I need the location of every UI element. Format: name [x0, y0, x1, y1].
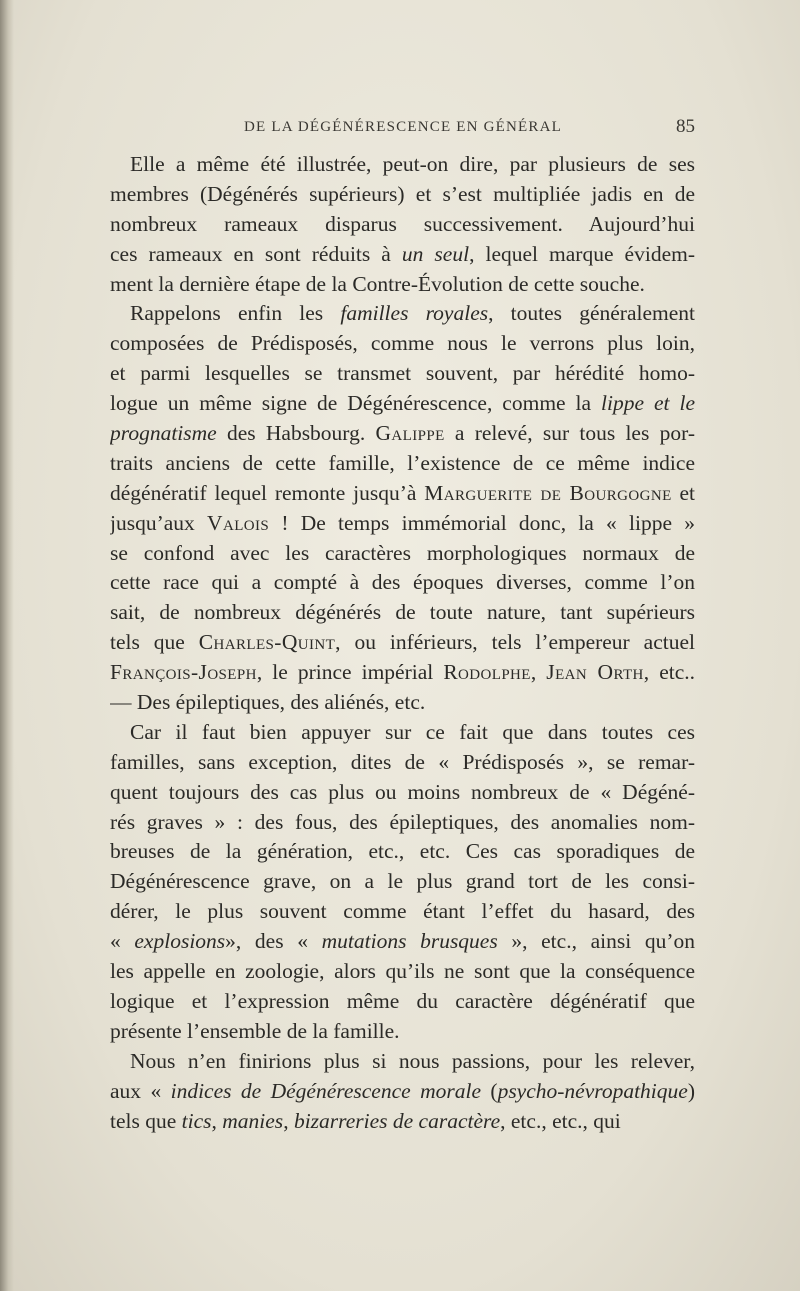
- text-line: [110, 927, 695, 957]
- text-span: tels que: [110, 630, 199, 655]
- text-span: ment la dernière étape de la Contre-Évolution de cette souche.: [110, 271, 645, 296]
- text-line: [110, 389, 695, 419]
- text-span: ! De temps immémorial donc, la « lippe »: [269, 510, 695, 535]
- text-span: présente l’ensemble de la famille.: [110, 1018, 400, 1043]
- italic-text: mutations brusques: [321, 929, 498, 954]
- text-span: ces rameaux en sont réduits à: [110, 241, 402, 266]
- text-span: ,: [211, 1108, 223, 1133]
- text-line: [110, 299, 695, 329]
- text-span: sait, de nombreux dégénérés de toute nature, tant supérieurs: [110, 600, 695, 625]
- text-line: [110, 987, 695, 1017]
- text-span: , le prince impérial: [256, 660, 444, 685]
- text-span: aux «: [110, 1078, 171, 1103]
- page-binding-edge: [0, 0, 14, 1291]
- italic-text: familles royales: [340, 301, 489, 326]
- text-span: breuses de la génération, etc., etc. Ces cas sporadiques de: [110, 839, 695, 864]
- italic-text: psycho-névropathique: [497, 1078, 688, 1103]
- text-span: logique et l’expression même du caractère dégénératif que: [110, 988, 695, 1013]
- text-span: dérer, le plus souvent comme étant l’effet du hasard, des: [110, 899, 695, 924]
- small-caps-name: Galippe: [375, 421, 445, 446]
- text-span: et parmi lesquelles se transmet souvent, par hérédité homo-: [110, 361, 695, 386]
- text-line: [110, 270, 695, 300]
- small-caps-name: François-Joseph: [110, 660, 257, 685]
- text-line: [110, 688, 695, 718]
- text-span: , etc., etc., qui: [500, 1108, 621, 1133]
- text-line: [110, 150, 695, 180]
- body-text: [110, 150, 695, 1136]
- text-line: [110, 1107, 695, 1137]
- text-span: Car il faut bien appuyer sur ce fait que dans toutes ces: [130, 719, 695, 744]
- text-span: a relevé, sur tous les por-: [444, 421, 695, 446]
- italic-text: un seul: [401, 241, 470, 266]
- text-line: [110, 957, 695, 987]
- text-line: [110, 1017, 695, 1047]
- text-span: , toutes généralement: [488, 301, 695, 326]
- text-span: Elle a même été illustrée, peut-on dire, par plusieurs de ses: [130, 152, 695, 176]
- text-line: [110, 718, 695, 748]
- text-line: [110, 628, 695, 658]
- text-span: «: [110, 929, 135, 954]
- italic-text: tics: [181, 1108, 212, 1133]
- text-span: Rappelons enfin les: [130, 301, 341, 326]
- running-head: [110, 116, 695, 140]
- text-line: [110, 867, 695, 897]
- text-span: tels que: [110, 1108, 182, 1133]
- text-span: membres (Dégénérés supérieurs) et s’est multipliée jadis en de: [110, 181, 695, 206]
- small-caps-name: Marguerite de Bourgogne: [424, 480, 672, 505]
- text-line: [110, 419, 695, 449]
- text-span: », etc., ainsi qu’on: [497, 929, 695, 954]
- text-span: cette race qui a compté à des époques diverses, comme l’on: [110, 570, 695, 595]
- text-line: [110, 1077, 695, 1107]
- text-line: [110, 449, 695, 479]
- text-span: (: [480, 1078, 498, 1103]
- text-line: [110, 240, 695, 270]
- text-span: ): [687, 1078, 695, 1103]
- text-line: [110, 180, 695, 210]
- text-span: », des «: [225, 929, 322, 954]
- text-span: dégénératif lequel remonte jusqu’à: [110, 480, 425, 505]
- text-line: [110, 897, 695, 927]
- text-line: [110, 210, 695, 240]
- text-span: ,: [283, 1108, 294, 1133]
- text-span: quent toujours des cas plus ou moins nombreux de « Dégéné-: [110, 779, 695, 804]
- text-line: [110, 658, 695, 688]
- text-span: composées de Prédisposés, comme nous le verrons plus loin,: [110, 331, 695, 356]
- text-line: [110, 568, 695, 598]
- text-line: [110, 329, 695, 359]
- running-title: DE LA DÉGÉNÉRESCENCE EN GÉNÉRAL: [244, 119, 563, 135]
- text-span: des Habsbourg.: [216, 421, 376, 446]
- text-line: [110, 808, 695, 838]
- small-caps-name: Jean Orth: [546, 660, 644, 685]
- text-line: [110, 509, 695, 539]
- small-caps-name: Rodolphe: [443, 660, 531, 685]
- text-span: , lequel marque évidem-: [469, 241, 695, 266]
- text-span: rés graves » : des fous, des épileptiques, des anomalies nom-: [110, 809, 695, 834]
- small-caps-name: Valois: [207, 510, 270, 535]
- text-line: [110, 837, 695, 867]
- italic-text: manies: [222, 1108, 284, 1133]
- italic-text: lippe et le: [601, 391, 695, 416]
- text-span: ,: [530, 660, 547, 685]
- text-span: logue un même signe de Dégénérescence, comme la: [110, 391, 602, 416]
- text-span: jusqu’aux: [110, 510, 208, 535]
- italic-text: prognatisme: [110, 421, 217, 446]
- text-span: les appelle en zoologie, alors qu’ils ne sont que la conséquence: [110, 959, 695, 984]
- text-line: [110, 598, 695, 628]
- text-span: , etc..: [643, 660, 695, 685]
- text-span: , ou inférieurs, tels l’empereur actuel: [335, 630, 695, 655]
- text-line: [110, 748, 695, 778]
- text-span: se confond avec les caractères morphologiques normaux de: [110, 540, 695, 565]
- small-caps-name: Charles-Quint: [198, 630, 336, 655]
- text-line: [110, 359, 695, 389]
- text-line: [110, 778, 695, 808]
- text-span: familles, sans exception, dites de « Prédisposés », se remar-: [110, 749, 695, 774]
- text-span: Dégénérescence grave, on a le plus grand tort de les consi-: [110, 869, 695, 894]
- page-number: 85: [676, 116, 695, 137]
- italic-text: explosions: [134, 929, 226, 954]
- text-line: [110, 539, 695, 569]
- text-line: [110, 479, 695, 509]
- text-span: nombreux rameaux disparus successivement. Aujourd’hui: [110, 211, 695, 236]
- text-span: Nous n’en finirions plus si nous passions, pour les relever,: [130, 1048, 695, 1073]
- text-span: et: [671, 480, 695, 505]
- text-line: [110, 1047, 695, 1077]
- text-span: traits anciens de cette famille, l’existence de ce même indice: [110, 450, 695, 475]
- italic-text: indices de Dégénérescence morale: [170, 1078, 481, 1103]
- italic-text: bizarreries de caractère: [293, 1108, 501, 1133]
- text-span: — Des épileptiques, des aliénés, etc.: [110, 690, 426, 715]
